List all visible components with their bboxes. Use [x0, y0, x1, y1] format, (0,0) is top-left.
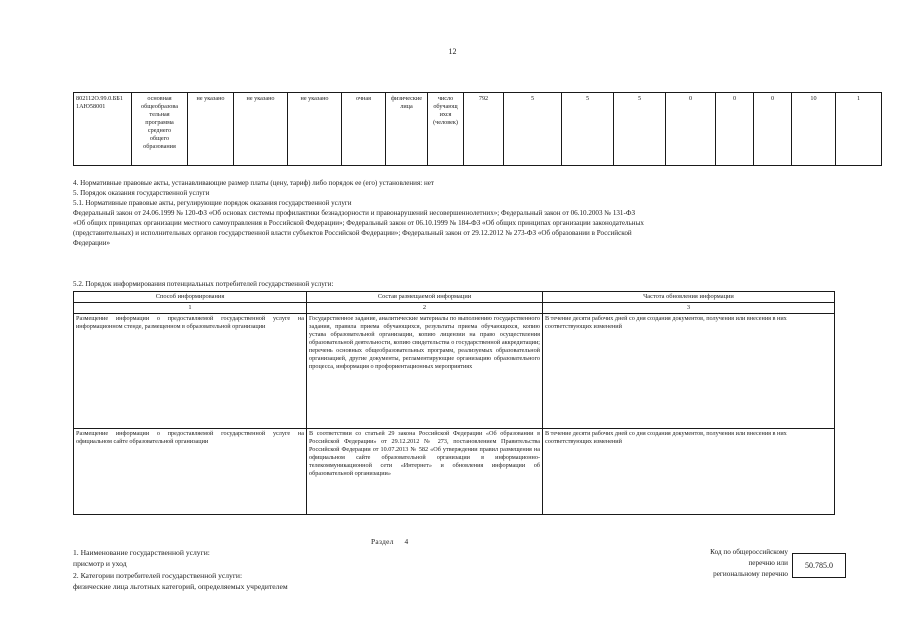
information-procedure-table [73, 291, 835, 515]
value-cell: 0 [716, 93, 754, 166]
not-specified-cell: не указано [288, 93, 342, 166]
header-method: Способ информирования [74, 292, 307, 303]
header-content: Состав размещаемой информации [307, 292, 543, 303]
service-name-label: 1. Наименование государственной услуги: [73, 548, 210, 557]
indicator-line: ихся [439, 110, 452, 118]
program-line: образования [143, 142, 176, 150]
column-number: 3 [543, 303, 835, 314]
service-indicator-table [73, 92, 882, 166]
consumer-category-label: 2. Категории потребителей государственной услуги: [73, 570, 243, 580]
service-name-value: присмотр и уход [73, 559, 127, 569]
laws-line: «Об общих принципах организации местного самоуправления в Российской Федерации»; Федеральный закон от 06.10.1999 № 184-ФЗ «Об общих принципах организации законодательных [73, 219, 644, 228]
unit-code-cell: 792 [464, 93, 504, 166]
category-cell [386, 93, 428, 166]
section-4-description [73, 547, 288, 593]
value-cell: 0 [666, 93, 716, 166]
info-content: В соответствии со статьей 29 закона Российской Федерации «Об образовании в Российской Федерации» от 29.12.2012 № 273, постановлением Правительства Российской Федерации от 10.07.2013 № 582 «Об утверждении правил размещения на официальном сайте образовательной организации в информационно-телекоммуникационной сети «Интернет» и обновления информации об образовательной организации» [307, 429, 543, 515]
indicator-cell [428, 93, 464, 166]
info-frequency: В течение десяти рабочих дней со дня создания документов, получения или внесения в них соответствующих изменений [543, 314, 835, 429]
page-number: 12 [448, 47, 457, 56]
column-number: 2 [307, 303, 543, 314]
program-cell [132, 93, 188, 166]
laws-line: Федерации» [73, 239, 111, 248]
form-cell: очная [342, 93, 386, 166]
program-line: среднего [147, 126, 172, 134]
registry-code-label-line: региональному перечню [713, 569, 788, 578]
program-line: тельная [149, 110, 170, 118]
section-4: 4. Нормативные правовые акты, устанавливающие размер платы (цену, тариф) либо порядок ее (его) установления: нет [73, 179, 435, 187]
indicator-line: число [437, 95, 454, 102]
category-line: физические [391, 95, 422, 102]
registry-code-line: 1АЮ58001 [76, 102, 106, 110]
section-heading: Раздел 4 [371, 537, 409, 546]
section-5: 5. Порядок оказания государственной услуги [73, 189, 210, 198]
info-content: Государственное задание, аналитические материалы по выполнению государственного задания, правила приема обучающихся, результаты приема обучающихся, копию устава образовательной организации, копию лицензии на право осуществления образовательной деятельности, копию свидетельства о государственной аккредитации; перечень основных общеобразовательных программ, реализуемых образовательной организацией, другие документы, регламентирующие организацию образовательного процесса, информация о профориентационных мероприятиях [307, 314, 543, 429]
program-line: программа [145, 118, 174, 126]
consumer-category-value: физические лица льготных категорий, определяемых учредителем [73, 582, 288, 592]
section-5-1: 5.1. Нормативные правовые акты, регулирующие порядок оказания государственной услуги [73, 199, 352, 208]
registry-code-cell [74, 93, 132, 166]
not-specified-cell: не указано [234, 93, 288, 166]
indicator-line: обучающ [433, 102, 458, 110]
section-5-2-title: 5.2. Порядок информирования потенциальных потребителей государственной услуги: [73, 280, 334, 288]
program-line: общего [149, 134, 170, 142]
sections-block [73, 178, 833, 248]
program-line: общеобразова [141, 102, 178, 110]
not-specified-cell: не указано [188, 93, 234, 166]
program-line: основная [147, 95, 172, 102]
table-row [74, 429, 835, 515]
column-number: 1 [74, 303, 307, 314]
laws-line: Федеральный закон от 24.06.1999 № 120-ФЗ «Об основах системы профилактики безнадзорности и правонарушений несовершеннолетних»; Федеральный закон от 06.10.2003 № 131-ФЗ [73, 209, 636, 218]
registry-code-label-line: перечню или [748, 558, 788, 567]
value-cell: 10 [792, 93, 836, 166]
laws-line: (представительных) и исполнительных органов государственной власти субъектов Российской Федерации»; Федеральный закон от 29.12.2012 № 273-ФЗ «Об образовании в Российской [73, 229, 632, 238]
indicator-line: (человек) [433, 118, 458, 126]
value-cell: 5 [562, 93, 614, 166]
section-5-2 [73, 279, 833, 289]
registry-code-label-line: Код по общероссийскому [710, 548, 788, 556]
registry-code-label [672, 547, 788, 579]
table-row [74, 314, 835, 429]
value-cell: 0 [754, 93, 792, 166]
info-method: Размещение информации о предоставляемой государственной услуге на официальном сайте образовательной организации [74, 429, 307, 515]
registry-code-box: 50.785.0 [792, 553, 846, 578]
info-frequency: В течение десяти рабочих дней со дня создания документов, получения или внесения в них соответствующих изменений [543, 429, 835, 515]
registry-code-line: 802112О.99.0.ББ1 [76, 95, 123, 102]
value-cell: 5 [504, 93, 562, 166]
info-method: Размещение информации о предоставляемой государственной услуге на информационном стенде, размещенном в образовательной организации [74, 314, 307, 429]
value-cell: 1 [836, 93, 882, 166]
category-line: лица [400, 102, 413, 110]
header-frequency: Частота обновления информации [543, 292, 835, 303]
value-cell: 5 [614, 93, 666, 166]
